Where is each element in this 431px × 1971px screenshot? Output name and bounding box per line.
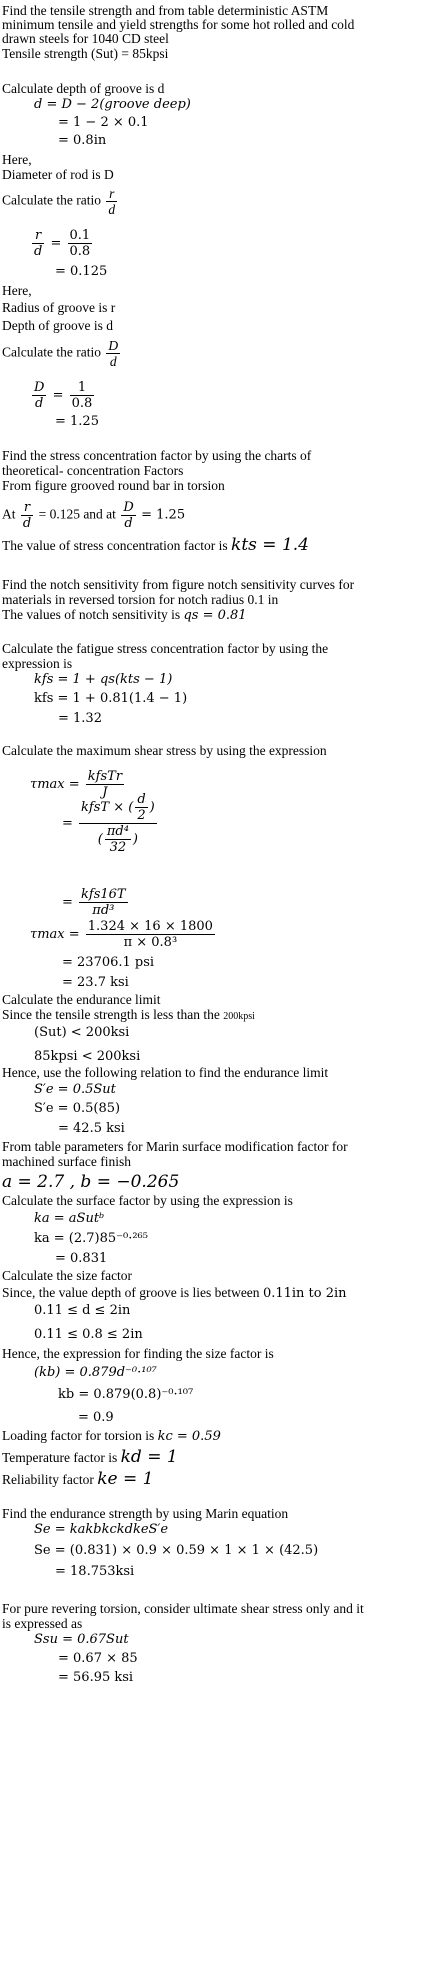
endurance-eq-3: = 42.5 ksi bbox=[58, 1121, 125, 1136]
fraction-denominator: 32 bbox=[109, 840, 127, 855]
reliability-factor-row bbox=[2, 1469, 154, 1489]
fraction-numerator: r bbox=[32, 228, 44, 244]
fraction-numerator: πd⁴ bbox=[106, 824, 129, 839]
fraction-denominator: 2 bbox=[137, 808, 146, 823]
endurance-since-row bbox=[2, 1007, 255, 1024]
loading-factor-label: Loading factor for torsion is bbox=[2, 1428, 155, 1443]
fraction-denominator: d bbox=[109, 354, 117, 369]
ratio-rd-lhs bbox=[32, 228, 44, 259]
depth-heading: Calculate depth of groove is d bbox=[2, 81, 165, 96]
intro-line-2: minimum tensile and yield strengths for some hot rolled and cold bbox=[2, 17, 355, 32]
fraction-denominator: π × 0.8³ bbox=[123, 935, 178, 950]
fraction-denominator: d bbox=[22, 516, 32, 531]
fraction-denominator: 0.8 bbox=[71, 396, 93, 411]
shear-eq-3: = $\frac{\text{kfs16T}}{\text{πd³}}$ bbox=[62, 887, 126, 918]
intro-line-3: drawn steels for 1040 CD steel bbox=[2, 31, 169, 46]
shear-eq-2: = kfsT × ( $\frac{d}{2}$ ) ( $\frac{\text{πd⁴}}{32}$ ) bbox=[62, 792, 155, 855]
loading-factor-row bbox=[2, 1428, 221, 1444]
shear-fraction-4 bbox=[86, 919, 215, 950]
stress-conc-at-row bbox=[2, 500, 185, 531]
ratio-rd-result: = 0.125 bbox=[55, 264, 108, 279]
temperature-factor-row bbox=[2, 1447, 178, 1467]
temperature-factor-label: Temperature factor is bbox=[2, 1450, 118, 1465]
intro-line-1: Find the tensile strength and from table deterministic ASTM bbox=[2, 3, 329, 18]
fraction-numerator: 1.324 × 16 × 1800 bbox=[87, 919, 213, 934]
fraction-numerator: kfs16T bbox=[81, 887, 126, 902]
ratio-Dd-rhs bbox=[70, 380, 95, 411]
ratio-Dd-lhs bbox=[32, 380, 46, 411]
reliability-factor-label: Reliability factor bbox=[2, 1472, 94, 1487]
fraction-numerator: D bbox=[108, 338, 119, 353]
loading-factor-value: kc = 0.59 bbox=[157, 1429, 221, 1444]
surface-factor-heading: Calculate the surface factor by using the expression is bbox=[2, 1193, 293, 1208]
marin-params: a = 2.7 , b = −0.265 bbox=[2, 1172, 180, 1192]
ka-eq-2: ka = (2.7)85⁻⁰·²⁶⁵ bbox=[34, 1231, 148, 1246]
reliability-factor-value: ke = 1 bbox=[97, 1469, 154, 1489]
ultimate-eq-2: = 0.67 × 85 bbox=[58, 1651, 138, 1666]
fraction-denominator: 0.8 bbox=[69, 244, 91, 259]
shear-f2-num-text: kfsT × bbox=[81, 800, 125, 815]
ratio-rd-label: Calculate the ratio bbox=[2, 192, 101, 208]
at-value-2: = 1.25 bbox=[141, 507, 186, 523]
at-fraction-1 bbox=[21, 500, 33, 531]
ratio-rd-here: Here, bbox=[2, 283, 32, 298]
fatigue-line-2: expression is bbox=[2, 656, 73, 671]
at-prefix: At bbox=[2, 506, 16, 522]
fraction-denominator: ( $\frac{\text{πd⁴}}{32}$ ) bbox=[97, 824, 138, 855]
stress-conc-value: kts = 1.4 bbox=[231, 535, 309, 555]
stress-conc-value-label: The value of stress concentration factor is bbox=[2, 538, 228, 553]
endurance-since-tail: 200kpsi bbox=[223, 1011, 255, 1022]
shear-lhs-2: τmax = bbox=[30, 927, 80, 942]
fraction-numerator: d bbox=[137, 792, 146, 807]
kb-eq-2: kb = 0.879(0.8)⁻⁰·¹⁰⁷ bbox=[58, 1387, 194, 1402]
size-since-tail: 0.11in to 2in bbox=[262, 1286, 347, 1301]
strength-eq-2: Se = (0.831) × 0.9 × 0.59 × 1 × 1 × (42.5) bbox=[34, 1543, 319, 1558]
notch-line-2: materials in reversed torsion for notch radius 0.1 in bbox=[2, 592, 279, 607]
depth-here: Here, bbox=[2, 152, 32, 167]
strength-eq-1: Se = kakbkckdkeS′e bbox=[34, 1522, 169, 1537]
kb-eq-3: = 0.9 bbox=[78, 1410, 114, 1425]
fraction-numerator: 1 bbox=[70, 380, 95, 396]
fraction-numerator: D bbox=[123, 500, 134, 515]
ratio-Dd-label-row bbox=[2, 338, 122, 369]
size-hence: Hence, the expression for finding the size factor is bbox=[2, 1346, 274, 1361]
size-ineq-2: 0.11 ≤ 0.8 ≤ 2in bbox=[34, 1327, 143, 1342]
ratio-Dd-label: Calculate the ratio bbox=[2, 344, 101, 360]
endurance-eq-1: S′e = 0.5Sut bbox=[34, 1082, 116, 1097]
at-value-1: = 0.125 and at bbox=[38, 506, 116, 522]
fraction-numerator: 0.1 bbox=[69, 228, 91, 243]
endurance-ineq-1: (Sut) < 200ksi bbox=[34, 1025, 130, 1040]
stress-conc-line-3: From figure grooved round bar in torsion bbox=[2, 478, 225, 493]
ratio-rd-label-row bbox=[2, 186, 119, 217]
ultimate-eq-3: = 56.95 ksi bbox=[58, 1670, 134, 1685]
at-fraction-2 bbox=[121, 500, 135, 531]
endurance-hence: Hence, use the following relation to find the endurance limit bbox=[2, 1065, 329, 1080]
depth-eq-3: = 0.8in bbox=[58, 133, 107, 148]
fraction-numerator: r bbox=[106, 186, 117, 202]
depth-eq-2: = 1 − 2 × 0.1 bbox=[58, 115, 149, 130]
size-since: Since, the value depth of groove is lies between bbox=[2, 1285, 260, 1300]
ratio-Dd-result: = 1.25 bbox=[55, 414, 99, 429]
shear-f2-den-fraction bbox=[105, 824, 131, 855]
size-factor-heading: Calculate the size factor bbox=[2, 1268, 133, 1283]
strength-eq-3: = 18.753ksi bbox=[55, 1564, 135, 1579]
temperature-factor-value: kd = 1 bbox=[120, 1447, 178, 1467]
endurance-since: Since the tensile strength is less than the bbox=[2, 1007, 220, 1022]
radius-definition: Radius of groove is r bbox=[2, 300, 116, 315]
ratio-rd-rhs bbox=[68, 228, 93, 259]
ratio-Dd-label-fraction bbox=[106, 338, 120, 369]
intro-line-4: Tensile strength (Sut) = 85kpsi bbox=[2, 46, 169, 61]
shear-fraction-3 bbox=[79, 887, 128, 918]
size-since-row bbox=[2, 1285, 347, 1301]
fatigue-line-1: Calculate the fatigue stress concentration factor by using the bbox=[2, 641, 329, 656]
stress-conc-line-1: Find the stress concentration factor by using the charts of bbox=[2, 448, 312, 463]
fatigue-eq-1: kfs = 1 + qs(kts − 1) bbox=[34, 672, 173, 687]
fraction-numerator: D bbox=[34, 380, 45, 395]
shear-result-1: = 23706.1 psi bbox=[62, 955, 155, 970]
ultimate-eq-1: Ssu = 0.67Sut bbox=[34, 1632, 129, 1647]
kb-eq-1: (kb) = 0.879d⁻⁰·¹⁰⁷ bbox=[34, 1365, 157, 1380]
fraction-denominator: d bbox=[108, 202, 116, 217]
shear-lhs: τmax = bbox=[30, 777, 80, 792]
depth-eq-1: d = D − 2(groove deep) bbox=[34, 97, 191, 112]
ultimate-line-2: is expressed as bbox=[2, 1616, 83, 1631]
endurance-eq-2: S′e = 0.5(85) bbox=[34, 1101, 121, 1116]
ratio-rd-equation: $\frac{r}{d}$ = $\frac{0.1}{0.8}$ bbox=[34, 228, 91, 259]
ultimate-line-1: For pure revering torsion, consider ultimate shear stress only and it bbox=[2, 1601, 364, 1616]
fatigue-eq-2: kfs = 1 + 0.81(1.4 − 1) bbox=[34, 691, 188, 706]
shear-result-2: = 23.7 ksi bbox=[62, 975, 129, 990]
notch-value-row bbox=[2, 607, 247, 623]
notch-line-1: Find the notch sensitivity from figure notch sensitivity curves for bbox=[2, 577, 355, 592]
fraction-denominator: J bbox=[102, 785, 108, 800]
endurance-heading: Calculate the endurance limit bbox=[2, 992, 161, 1007]
ratio-rd-label-fraction bbox=[106, 186, 117, 217]
fraction-numerator: r bbox=[21, 500, 33, 516]
notch-value: qs = 0.81 bbox=[183, 608, 247, 623]
shear-eq-4 bbox=[30, 919, 217, 950]
fraction-denominator: d bbox=[35, 396, 44, 411]
stress-conc-value-row bbox=[2, 535, 309, 555]
ratio-Dd-equation: $\frac{D}{d}$ = $\frac{1}{0.8}$ bbox=[34, 380, 93, 411]
ka-eq-3: = 0.831 bbox=[55, 1251, 108, 1266]
depth-definition: Diameter of rod is D bbox=[2, 167, 114, 182]
fraction-denominator: d bbox=[34, 244, 43, 259]
groove-depth-definition: Depth of groove is d bbox=[2, 318, 113, 333]
shear-fraction-2 bbox=[79, 792, 157, 855]
ka-eq-1: ka = aSutᵇ bbox=[34, 1211, 105, 1226]
notch-value-label: The values of notch sensitivity is bbox=[2, 607, 181, 622]
fraction-denominator: πd³ bbox=[92, 903, 115, 918]
strength-heading: Find the endurance strength by using Marin equation bbox=[2, 1506, 289, 1521]
fatigue-eq-3: = 1.32 bbox=[58, 711, 102, 726]
shear-f2-inner-fraction bbox=[135, 792, 147, 823]
fraction-numerator: kfsTr bbox=[87, 769, 123, 784]
marin-line-1: From table parameters for Marin surface modification factor for bbox=[2, 1139, 348, 1154]
size-ineq-1: 0.11 ≤ d ≤ 2in bbox=[34, 1303, 131, 1318]
fraction-numerator: kfsT × ( $\frac{d}{2}$ ) bbox=[81, 792, 155, 823]
marin-line-2: machined surface finish bbox=[2, 1154, 131, 1169]
shear-heading: Calculate the maximum shear stress by using the expression bbox=[2, 743, 327, 758]
stress-conc-line-2: theoretical- concentration Factors bbox=[2, 463, 184, 478]
fraction-denominator: d bbox=[124, 516, 133, 531]
endurance-ineq-2: 85kpsi < 200ksi bbox=[34, 1049, 141, 1064]
